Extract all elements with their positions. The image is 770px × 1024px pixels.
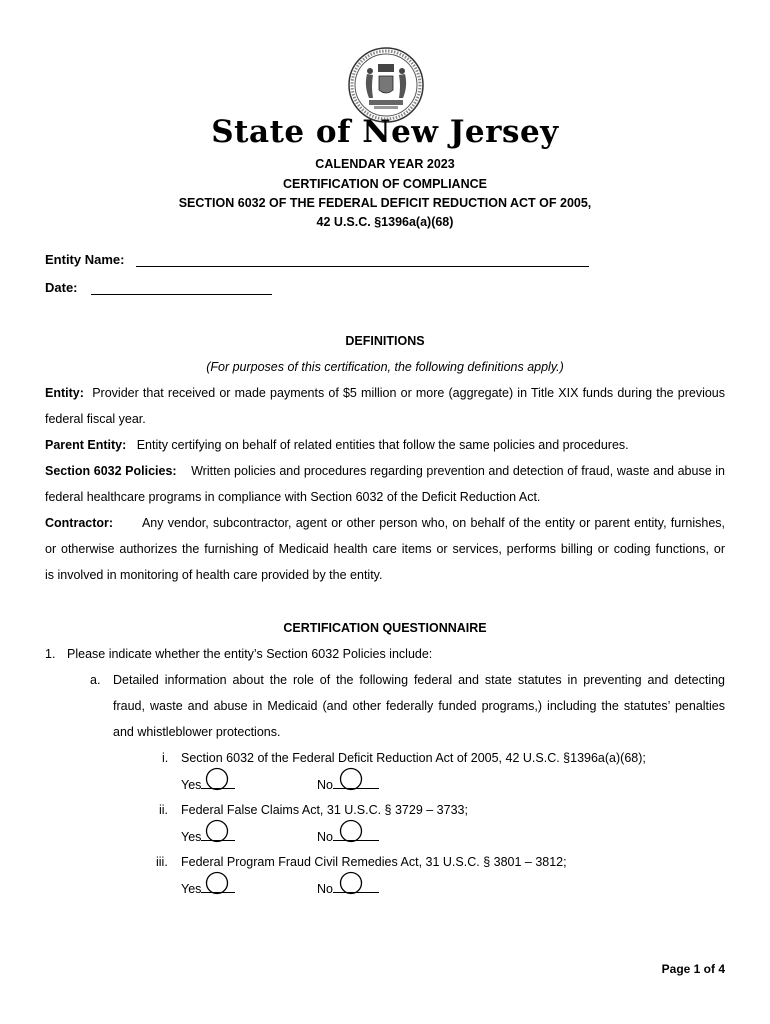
item-iii-text: Federal Program Fraud Civil Remedies Act, 31 U.S.C. § 3801 – 3812; <box>181 855 567 869</box>
item-a-line-3: and whistleblower protections. <box>113 725 281 739</box>
contractor-definition-line-1: Any vendor, subcontractor, agent or other person who, on behalf of the entity or parent entity, furnishes, <box>141 516 725 530</box>
entity-term: Entity: <box>45 386 84 400</box>
item-i-yes-radio-icon[interactable] <box>205 767 229 791</box>
policies-definition-line-1: Written policies and procedures regarding prevention and detection of fraud, waste and abuse in <box>191 464 725 478</box>
contractor-definition <box>45 516 725 530</box>
calendar-year-heading: CALENDAR YEAR 2023 <box>315 157 455 171</box>
item-iii-numeral: iii. <box>156 855 168 869</box>
parent-entity-term: Parent Entity: <box>45 438 127 452</box>
contractor-term: Contractor: <box>45 516 114 530</box>
entity-definition <box>45 386 725 400</box>
item-ii-no-radio-icon[interactable] <box>339 819 363 843</box>
question-1-text: Please indicate whether the entity’s Section 6032 Policies include: <box>67 647 433 661</box>
usc-heading: 42 U.S.C. §1396a(a)(68) <box>316 215 454 229</box>
section-6032-policies-term: Section 6032 Policies: <box>45 464 177 478</box>
item-ii-yes-radio-icon[interactable] <box>205 819 229 843</box>
entity-name-label: Entity Name: <box>45 252 125 267</box>
policies-definition-line-2: federal healthcare programs in compliance with Section 6032 of the Deficit Reduction Act. <box>45 490 541 504</box>
entity-definition-line-2: federal fiscal year. <box>45 412 146 426</box>
yes-label: Yes <box>181 778 202 792</box>
parent-entity-text: Entity certifying on behalf of related entities that follow the same policies and procedures. <box>136 438 629 452</box>
page-number: Page 1 of 4 <box>661 962 725 976</box>
item-iii-no-radio-icon[interactable] <box>339 871 363 895</box>
item-ii-numeral: ii. <box>159 803 169 817</box>
entity-definition-line-1: Provider that received or made payments of $5 million or more (aggregate) in Title XIX funds during the previous <box>92 386 726 400</box>
entity-name-field[interactable] <box>136 266 589 267</box>
date-label: Date: <box>45 280 78 295</box>
date-field[interactable] <box>91 294 272 295</box>
item-i-numeral: i. <box>162 751 169 765</box>
questionnaire-heading: CERTIFICATION QUESTIONNAIRE <box>283 621 487 635</box>
no-label: No <box>317 830 333 844</box>
state-seal-icon <box>347 46 425 124</box>
item-a-line-2: fraud, waste and abuse in Medicaid (and other federally funded programs,) including the statutes’ penalties <box>113 699 725 713</box>
yes-label: Yes <box>181 830 202 844</box>
item-i-text: Section 6032 of the Federal Deficit Reduction Act of 2005, 42 U.S.C. §1396a(a)(68); <box>181 751 646 765</box>
section-6032-policies-definition <box>45 464 725 478</box>
certification-heading: CERTIFICATION OF COMPLIANCE <box>283 177 487 191</box>
item-a-line-1: Detailed information about the role of the following federal and state statutes in preventing and detecting <box>113 673 725 687</box>
question-1-number: 1. <box>45 647 56 661</box>
item-i-no-radio-icon[interactable] <box>339 767 363 791</box>
contractor-definition-line-2: or otherwise authorizes the furnishing of Medicaid health care items or services, performs billing or coding functions, or <box>45 542 725 556</box>
contractor-definition-line-3: is involved in monitoring of health care provided by the entity. <box>45 568 383 582</box>
state-title: State of New Jersey <box>211 114 559 150</box>
definitions-heading: DEFINITIONS <box>345 334 425 348</box>
no-label: No <box>317 778 333 792</box>
no-label: No <box>317 882 333 896</box>
definitions-subtitle: (For purposes of this certification, the following definitions apply.) <box>206 360 564 374</box>
yes-label: Yes <box>181 882 202 896</box>
section-heading: SECTION 6032 OF THE FEDERAL DEFICIT REDUCTION ACT OF 2005, <box>178 196 592 210</box>
parent-entity-definition <box>45 438 629 452</box>
item-a-letter: a. <box>90 673 101 687</box>
item-iii-yes-radio-icon[interactable] <box>205 871 229 895</box>
item-ii-text: Federal False Claims Act, 31 U.S.C. § 3729 – 3733; <box>181 803 468 817</box>
